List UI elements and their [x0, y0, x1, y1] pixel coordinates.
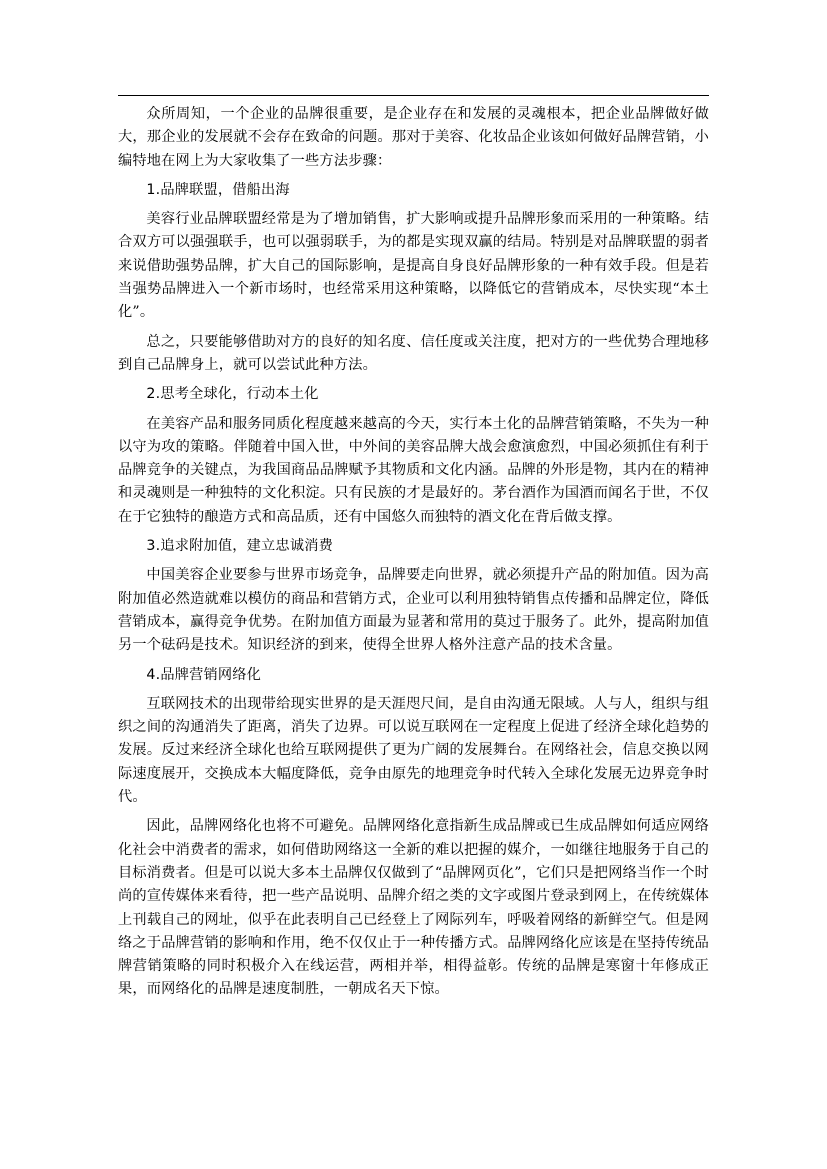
document-page [118, 0, 709, 1169]
section-heading-4: 4.品牌营销网络化 [146, 666, 262, 683]
section-heading-1: 1.品牌联盟，借船出海 [146, 181, 290, 198]
document-body [118, 103, 709, 1008]
section-heading-3: 3.追求附加值，建立忠诚消费 [146, 538, 333, 555]
section-4-paragraph-1: 互联网技术的出现带给现实世界的是天涯咫尺间，是自由沟通无限域。人与人，组织与组织之间的沟通消失了距离，消失了边界。可以说互联网在一定程度上促进了经济全球化趋势的发展。反过来经济全球化也给互联网提供了更为广阔的发展舞台。在网络社会，信息交换以网际速度展开，交换成本大幅度降低，竞争由原先的地理竞争时代转入全球化发展无边界竞争时代。 [118, 695, 709, 806]
section-1-paragraph-2: 总之，只要能够借助对方的良好的知名度、信任度或关注度，把对方的一些优势合理地移到自己品牌身上，就可以尝试此种方法。 [118, 333, 709, 373]
section-heading-2: 2.思考全球化，行动本土化 [146, 386, 319, 403]
section-2-paragraph: 在美容产品和服务同质化程度越来越高的今天，实行本土化的品牌营销策略，不失为一种以守为攻的策略。伴随着中国入世，中外间的美容品牌大战会愈演愈烈，中国必须抓住有利于品牌竞争的关键点，为我国商品品牌赋予其物质和文化内涵。品牌的外形是物，其内在的精神和灵魂则是一种独特的文化积淀。只有民族的才是最好的。茅台酒作为国酒而闻名于世，不仅在于它独特的酿造方式和高品质，还有中国悠久而独特的酒文化在背后做支撑。 [118, 415, 709, 525]
intro-paragraph: 众所周知，一个企业的品牌很重要，是企业存在和发展的灵魂根本，把企业品牌做好做大，那企业的发展就不会存在致命的问题。那对于美容、化妆品企业该如何做好品牌营销，小编特地在网上为大家收集了一些方法步骤： [118, 106, 709, 169]
section-4-paragraph-2: 因此，品牌网络化也将不可避免。品牌网络化意指新生成品牌或已生成品牌如何适应网络化社会中消费者的需求，如何借助网络这一全新的难以把握的媒介，一如继往地服务于自己的目标消费者。但是可以说大多本土品牌仅仅做到了“品牌网页化”，它们只是把网络当作一个时尚的宣传媒体来看待，把一些产品说明、品牌介绍之类的文字或图片登录到网上，在传统媒体上刊载自己的网址，似乎在此表明自己已经登上了网际列车，呼吸着网络的新鲜空气。但是网络之于品牌营销的影响和作用，绝不仅仅止于一种传播方式。品牌网络化应该是在坚持传统品牌营销策略的同时积极介入在线运营，两相并举，相得益彰。传统的品牌是寒窗十年修成正果，而网络化的品牌是速度制胜，一朝成名天下惊。 [118, 818, 709, 998]
section-1-paragraph-1: 美容行业品牌联盟经常是为了增加销售，扩大影响或提升品牌形象而采用的一种策略。结合双方可以强强联手，也可以强弱联手，为的都是实现双赢的结局。特别是对品牌联盟的弱者来说借助强势品牌，扩大自己的国际影响，是提高自身良好品牌形象的一种有效手段。但是若当强势品牌进入一个新市场时，也经常采用这种策略，以降低它的营销成本，尽快实现“本土化”。 [118, 211, 709, 321]
header-rule [118, 95, 709, 96]
section-3-paragraph: 中国美容企业要参与世界市场竞争，品牌要走向世界，就必须提升产品的附加值。因为高附加值必然造就难以模仿的商品和营销方式，企业可以利用独特销售点传播和品牌定位，降低营销成本，赢得竞争优势。在附加值方面最为显著和常用的莫过于服务了。此外，提高附加值另一个砝码是技术。知识经济的到来，使得全世界人格外注意产品的技术含量。 [118, 567, 709, 654]
